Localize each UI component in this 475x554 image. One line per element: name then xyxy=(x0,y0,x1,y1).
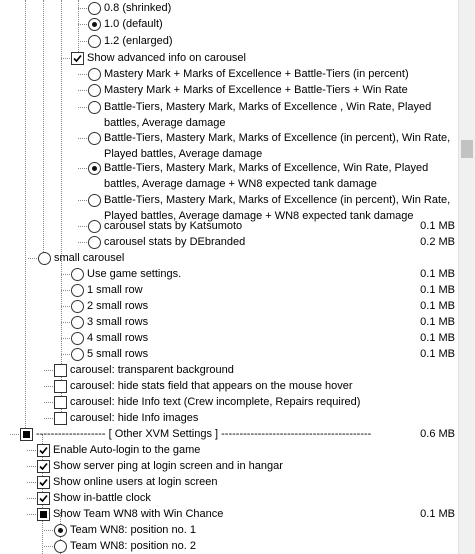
row-label: carousel: hide Info images xyxy=(70,412,199,424)
checkbox[interactable] xyxy=(37,444,50,457)
tree-line xyxy=(78,41,87,42)
row-label: carousel: transparent background xyxy=(70,364,234,376)
tree-line xyxy=(78,168,87,169)
tree-row[interactable] xyxy=(0,330,458,346)
tree-row[interactable] xyxy=(0,266,458,282)
tree-line xyxy=(27,466,36,467)
radio-button[interactable] xyxy=(88,162,101,175)
radio-button[interactable] xyxy=(71,316,84,329)
row-label: Battle-Tiers, Mastery Mark, Marks of Excellence (in percent), Win Rate, xyxy=(104,132,451,144)
tree-row[interactable] xyxy=(0,458,458,474)
radio-button[interactable] xyxy=(88,68,101,81)
radio-button[interactable] xyxy=(88,132,101,145)
tree-row[interactable] xyxy=(0,130,458,162)
radio-button[interactable] xyxy=(88,18,101,31)
tree-line xyxy=(44,530,53,531)
checkbox[interactable] xyxy=(54,412,67,425)
component-size: 0.1 MB xyxy=(420,348,455,360)
row-label: 1.2 (enlarged) xyxy=(104,35,173,47)
tree-line xyxy=(61,338,70,339)
tree-line xyxy=(78,90,87,91)
tree-line xyxy=(61,354,70,355)
tree-line xyxy=(10,434,19,435)
row-label: 2 small rows xyxy=(87,300,149,312)
tree-line xyxy=(78,138,87,139)
row-label: 5 small rows xyxy=(87,348,149,360)
radio-button[interactable] xyxy=(71,332,84,345)
tree-row[interactable] xyxy=(0,522,458,538)
tree-row[interactable] xyxy=(0,82,458,98)
checkmark-icon xyxy=(73,54,82,63)
row-label: Show Team WN8 with Win Chance xyxy=(53,508,224,520)
tree-row[interactable] xyxy=(0,16,458,32)
tree-row[interactable] xyxy=(0,50,458,66)
tree-line xyxy=(44,386,53,387)
row-label: Team WN8: position no. 2 xyxy=(70,540,196,552)
component-size: 0.1 MB xyxy=(420,300,455,312)
row-label: Battle-Tiers, Mastery Mark, Marks of Excellence, Win Rate, Played xyxy=(104,162,429,174)
row-label: 4 small rows xyxy=(87,332,149,344)
checkmark-icon xyxy=(39,462,48,471)
tree-line xyxy=(27,450,36,451)
checkmark-icon xyxy=(39,494,48,503)
radio-button[interactable] xyxy=(88,101,101,114)
component-size: 0.1 MB xyxy=(420,268,455,280)
tree-row[interactable] xyxy=(0,160,458,192)
tree-line xyxy=(28,258,37,259)
tree-row[interactable] xyxy=(0,506,458,522)
component-size: 0.1 MB xyxy=(420,220,455,232)
checkbox[interactable] xyxy=(71,52,84,65)
tree-row[interactable] xyxy=(0,346,458,362)
tree-line xyxy=(78,200,87,201)
row-label: Battle-Tiers, Mastery Mark, Marks of Excellence (in percent), Win Rate, xyxy=(104,194,451,206)
vertical-scrollbar[interactable] xyxy=(458,0,475,554)
tree-line xyxy=(61,274,70,275)
tree-row[interactable] xyxy=(0,314,458,330)
tree-line xyxy=(61,290,70,291)
row-label: 1.0 (default) xyxy=(104,18,163,30)
row-label: battles, Average damage xyxy=(104,117,226,129)
tree-row[interactable] xyxy=(0,394,458,410)
tree-line xyxy=(78,8,87,9)
tree-line xyxy=(78,242,87,243)
row-label: Enable Auto-login to the game xyxy=(53,444,201,456)
tree-line xyxy=(61,306,70,307)
checkbox[interactable] xyxy=(20,428,33,441)
tree-line xyxy=(44,370,53,371)
radio-button[interactable] xyxy=(88,220,101,233)
tree-row[interactable] xyxy=(0,362,458,378)
row-label: Show server ping at login screen and in hangar xyxy=(53,460,283,472)
radio-button[interactable] xyxy=(54,540,67,553)
checkbox[interactable] xyxy=(37,492,50,505)
tree-line xyxy=(27,514,36,515)
tree-row[interactable] xyxy=(0,474,458,490)
radio-button[interactable] xyxy=(71,348,84,361)
row-label: Use game settings. xyxy=(87,268,182,280)
component-size: 0.1 MB xyxy=(420,316,455,328)
tree-line xyxy=(44,546,53,547)
row-label: 1 small row xyxy=(87,284,143,296)
checkbox[interactable] xyxy=(54,364,67,377)
row-label: Mastery Mark + Marks of Excellence + Battle-Tiers (in percent) xyxy=(104,68,409,80)
tree-line xyxy=(78,74,87,75)
row-label: Played battles, Average damage + WN8 expected tank damage xyxy=(104,210,414,222)
checkbox[interactable] xyxy=(54,396,67,409)
checkbox[interactable] xyxy=(37,476,50,489)
radio-button[interactable] xyxy=(88,194,101,207)
tree-line xyxy=(78,107,87,108)
component-size: 0.6 MB xyxy=(420,428,455,440)
tree-line xyxy=(44,402,53,403)
row-label: Mastery Mark + Marks of Excellence + Battle-Tiers + Win Rate xyxy=(104,84,408,96)
checkbox[interactable] xyxy=(37,460,50,473)
checkbox[interactable] xyxy=(37,508,50,521)
radio-button[interactable] xyxy=(71,268,84,281)
tree-row[interactable] xyxy=(0,0,458,16)
tree-line xyxy=(27,482,36,483)
row-label: Show in-battle clock xyxy=(53,492,151,504)
row-label: carousel: hide stats field that appears on the mouse hover xyxy=(70,380,353,392)
tree-row[interactable] xyxy=(0,99,458,131)
row-label: Show advanced info on carousel xyxy=(87,52,246,64)
row-label: carousel stats by DEbranded xyxy=(104,236,246,248)
tree-row[interactable] xyxy=(0,234,458,250)
row-label: battles, Average damage + WN8 expected tank damage xyxy=(104,178,377,190)
tree-row[interactable] xyxy=(0,442,458,458)
tree-row[interactable] xyxy=(0,426,458,442)
tree-line xyxy=(27,498,36,499)
component-size: 0.1 MB xyxy=(420,284,455,296)
radio-button[interactable] xyxy=(88,2,101,15)
tree-line xyxy=(78,226,87,227)
tree-row[interactable] xyxy=(0,218,458,234)
row-label: Team WN8: position no. 1 xyxy=(70,524,196,536)
row-label: carousel stats by Katsumoto xyxy=(104,220,243,232)
tree-row[interactable] xyxy=(0,33,458,49)
tree-row[interactable] xyxy=(0,490,458,506)
component-size: 0.2 MB xyxy=(420,236,455,248)
row-label: Battle-Tiers, Mastery Mark, Marks of Excellence , Win Rate, Played xyxy=(104,101,432,113)
radio-button[interactable] xyxy=(54,524,67,537)
tree-row[interactable] xyxy=(0,66,458,82)
tree-row[interactable] xyxy=(0,378,458,394)
radio-button[interactable] xyxy=(38,252,51,265)
tree-row[interactable] xyxy=(0,538,458,554)
tree-line xyxy=(44,418,53,419)
row-label: 0.8 (shrinked) xyxy=(104,2,172,14)
checkmark-icon xyxy=(39,446,48,455)
radio-button[interactable] xyxy=(71,300,84,313)
tree-line xyxy=(61,322,70,323)
tree-row[interactable] xyxy=(0,410,458,426)
tree-line xyxy=(61,58,70,59)
component-size: 0.1 MB xyxy=(420,332,455,344)
checkmark-icon xyxy=(39,478,48,487)
row-label: carousel: hide Info text (Crew incomplete, Repairs required) xyxy=(70,396,361,408)
tree-row[interactable] xyxy=(0,250,458,266)
radio-button[interactable] xyxy=(88,236,101,249)
row-label: 3 small rows xyxy=(87,316,149,328)
tree-row[interactable] xyxy=(0,282,458,298)
row-label: Played battles, Average damage xyxy=(104,148,263,160)
radio-button[interactable] xyxy=(88,84,101,97)
tree-line xyxy=(78,24,87,25)
row-label: ------------------- [ Other XVM Settings ] ----------------------------------------- xyxy=(36,428,372,440)
radio-button[interactable] xyxy=(71,284,84,297)
checkbox[interactable] xyxy=(54,380,67,393)
tree-row[interactable] xyxy=(0,298,458,314)
component-size: 0.1 MB xyxy=(420,508,455,520)
row-label: small carousel xyxy=(54,252,125,264)
row-label: Show online users at login screen xyxy=(53,476,218,488)
radio-button[interactable] xyxy=(88,35,101,48)
scrollbar-thumb[interactable] xyxy=(461,140,473,158)
